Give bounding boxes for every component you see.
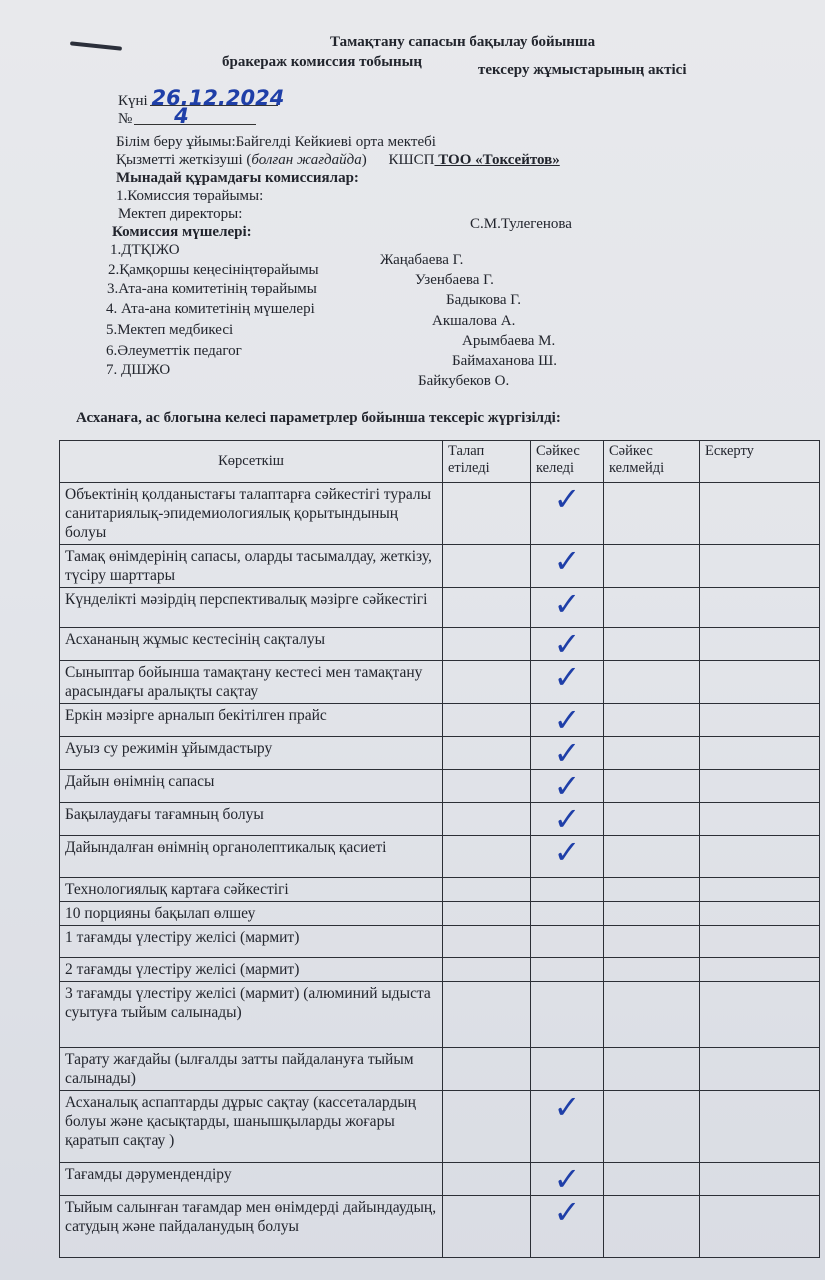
noncompliant-cell	[604, 704, 700, 737]
checkmark-icon: ✓	[553, 625, 581, 663]
noncompliant-cell	[604, 483, 700, 545]
required-cell	[443, 1163, 531, 1196]
note-cell	[700, 588, 820, 628]
noncompliant-cell	[604, 545, 700, 588]
indicator-cell: 3 тағамды үлестіру желісі (мармит) (алюминий ыдыста суытуға тыйым салынады)	[60, 982, 443, 1048]
note-cell	[700, 1163, 820, 1196]
required-cell	[443, 803, 531, 836]
table-row	[60, 770, 820, 803]
compliant-cell	[531, 1088, 604, 1163]
checkmark-icon: ✓	[553, 1193, 581, 1231]
checkmark-icon: ✓	[553, 800, 581, 838]
table-row	[60, 803, 820, 836]
note-cell	[700, 628, 820, 661]
member-role: 2.Қамқоршы кеңесініңтөрайымы	[108, 262, 319, 278]
compliant-cell	[531, 1048, 604, 1091]
noncompliant-cell	[604, 628, 700, 661]
required-cell	[443, 737, 531, 770]
member-role: 1.ДТҚІЖО	[110, 242, 180, 258]
supplier-label: Қызметті жеткізуші (	[116, 152, 252, 168]
compliant-cell	[531, 701, 604, 739]
note-cell	[700, 545, 820, 588]
compliant-cell	[531, 958, 604, 982]
indicator-cell: Бақылаудағы тағамның болуы	[60, 803, 443, 836]
compliant-cell	[531, 585, 604, 628]
indicator-cell: Тағамды дәрумендендіру	[60, 1163, 443, 1196]
compliant-cell	[531, 480, 604, 545]
compliant-cell	[531, 734, 604, 772]
table-row	[60, 958, 820, 982]
indicator-cell: 10 порцияны бақылап өлшеу	[60, 902, 443, 926]
compliant-cell	[531, 767, 604, 805]
noncompliant-cell	[604, 958, 700, 982]
member-name: Узенбаева Г.	[415, 272, 494, 288]
compliant-cell	[531, 926, 604, 958]
compliant-cell	[531, 1193, 604, 1258]
required-cell	[443, 902, 531, 926]
date-value: 26.12.2024	[151, 86, 285, 110]
title-line-3: тексеру жұмыстарының актісі	[478, 62, 687, 78]
header-required: Талап етіледі	[443, 441, 531, 483]
indicator-cell: Тыйым салынған тағамдар мен өнімдерді дайындаудың, сатудың және пайдаланудың болуы	[60, 1196, 443, 1258]
note-cell	[700, 661, 820, 704]
checkmark-icon: ✓	[553, 480, 581, 518]
number-label: №	[118, 111, 133, 127]
indicator-cell: Дайын өнімнің сапасы	[60, 770, 443, 803]
noncompliant-cell	[604, 803, 700, 836]
table-row	[60, 483, 820, 545]
inspection-heading: Асханаға, ас блогына келесі параметрлер бойынша тексеріс жүргізілді:	[76, 410, 561, 426]
table-row	[60, 878, 820, 902]
member-role: 7. ДШЖО	[106, 362, 171, 378]
supplier-prefix: КШСП	[388, 152, 435, 168]
checkmark-icon: ✓	[553, 833, 581, 871]
note-cell	[700, 1196, 820, 1258]
checkmark-icon: ✓	[553, 1088, 581, 1126]
note-cell	[700, 902, 820, 926]
compliant-cell	[531, 982, 604, 1048]
noncompliant-cell	[604, 588, 700, 628]
required-cell	[443, 628, 531, 661]
noncompliant-cell	[604, 902, 700, 926]
required-cell	[443, 958, 531, 982]
noncompliant-cell	[604, 836, 700, 878]
indicator-cell: Объектінің қолданыстағы талаптарға сәйкестігі туралы санитариялық-эпидемиологиялық қорытындының болуы	[60, 483, 443, 545]
supplier-italic: болған жағдайда	[251, 152, 362, 168]
compliant-cell	[531, 902, 604, 926]
header-note: Ескерту	[700, 441, 820, 483]
note-cell	[700, 1091, 820, 1163]
compliant-cell	[531, 833, 604, 878]
table-row	[60, 982, 820, 1048]
table-row	[60, 704, 820, 737]
checkmark-icon: ✓	[553, 542, 581, 580]
compliant-cell	[531, 658, 604, 704]
indicator-cell: Күнделікті мәзірдің перспективалық мәзірге сәйкестігі	[60, 588, 443, 628]
indicator-cell: Дайындалған өнімнің органолептикалық қасиеті	[60, 836, 443, 878]
number-underline	[134, 124, 256, 125]
table-row	[60, 836, 820, 878]
noncompliant-cell	[604, 1091, 700, 1163]
noncompliant-cell	[604, 737, 700, 770]
member-name: Жаңабаева Г.	[380, 252, 464, 268]
indicator-cell: Ауыз су режимін ұйымдастыру	[60, 737, 443, 770]
note-cell	[700, 878, 820, 902]
table-row	[60, 588, 820, 628]
note-cell	[700, 803, 820, 836]
required-cell	[443, 770, 531, 803]
director-name: С.М.Тулегенова	[470, 216, 572, 232]
indicator-cell: Тарату жағдайы (ылғалды затты пайдалануға тыйым салынады)	[60, 1048, 443, 1091]
header-noncompliant: Сәйкес келмейді	[604, 441, 700, 483]
title-line-2: бракераж комиссия тобының	[222, 54, 422, 70]
required-cell	[443, 1196, 531, 1258]
required-cell	[443, 545, 531, 588]
indicator-cell: Асханалық аспаптарды дұрыс сақтау (кассеталардың болуы және қасықтарды, шанышқыларды жоғары қаратып сақтау )	[60, 1091, 443, 1163]
members-heading: Комиссия мүшелері:	[112, 224, 252, 240]
indicator-cell: Технологиялық картаға сәйкестігі	[60, 878, 443, 902]
noncompliant-cell	[604, 926, 700, 958]
note-cell	[700, 982, 820, 1048]
note-cell	[700, 737, 820, 770]
header-compliant: Сәйкес келеді	[531, 441, 604, 483]
noncompliant-cell	[604, 661, 700, 704]
pen-stroke	[70, 41, 122, 50]
checkmark-icon: ✓	[553, 585, 581, 623]
checkmark-icon: ✓	[553, 1160, 581, 1198]
number-value: 4	[174, 104, 189, 128]
title-line-1: Тамақтану сапасын бақылау бойынша	[330, 34, 596, 50]
checkmark-icon: ✓	[553, 658, 581, 696]
table-row	[60, 1163, 820, 1196]
noncompliant-cell	[604, 878, 700, 902]
member-name: Арымбаева М.	[462, 333, 556, 349]
table-row	[60, 1048, 820, 1091]
director-label: Мектеп директоры:	[118, 206, 243, 222]
required-cell	[443, 483, 531, 545]
table-header-row	[60, 441, 820, 483]
compliant-cell	[531, 1160, 604, 1198]
indicator-cell: 1 тағамды үлестіру желісі (мармит)	[60, 926, 443, 958]
commission-heading: Мынадай құрамдағы комиссиялар:	[116, 170, 359, 186]
inspection-table	[59, 440, 820, 1258]
noncompliant-cell	[604, 770, 700, 803]
table-row	[60, 1196, 820, 1258]
indicator-cell: Тамақ өнімдерінің сапасы, оларды тасымалдау, жеткізу, түсіру шарттары	[60, 545, 443, 588]
table-row	[60, 1091, 820, 1163]
table-row	[60, 545, 820, 588]
member-role: 3.Ата-ана комитетінің төрайымы	[107, 281, 317, 297]
compliant-cell	[531, 542, 604, 588]
compliant-cell	[531, 878, 604, 902]
indicator-cell: Асхананың жұмыс кестесінің сақталуы	[60, 628, 443, 661]
table-row	[60, 661, 820, 704]
note-cell	[700, 1048, 820, 1091]
noncompliant-cell	[604, 1163, 700, 1196]
checkmark-icon: ✓	[553, 701, 581, 739]
header-indicator: Көрсеткіш	[60, 441, 443, 483]
note-cell	[700, 958, 820, 982]
member-role: 6.Әлеуметтік педагог	[106, 343, 242, 359]
noncompliant-cell	[604, 1196, 700, 1258]
note-cell	[700, 926, 820, 958]
table-row	[60, 926, 820, 958]
member-name: Баймаханова Ш.	[452, 353, 558, 369]
required-cell	[443, 1091, 531, 1163]
supplier-close: )	[361, 152, 367, 168]
compliant-cell	[531, 800, 604, 838]
required-cell	[443, 836, 531, 878]
checkmark-icon: ✓	[553, 734, 581, 772]
table-row	[60, 737, 820, 770]
note-cell	[700, 836, 820, 878]
table-row	[60, 902, 820, 926]
member-name: Бадыкова Г.	[446, 292, 522, 308]
table-row	[60, 628, 820, 661]
required-cell	[443, 1048, 531, 1091]
indicator-cell: Сыныптар бойынша тамақтану кестесі мен тамақтану арасындағы аралықты сақтау	[60, 661, 443, 704]
note-cell	[700, 770, 820, 803]
member-name: Байкубеков О.	[418, 373, 510, 389]
indicator-cell: 2 тағамды үлестіру желісі (мармит)	[60, 958, 443, 982]
member-role: 5.Мектеп медбикесі	[106, 322, 234, 338]
required-cell	[443, 704, 531, 737]
required-cell	[443, 926, 531, 958]
compliant-cell	[531, 625, 604, 663]
note-cell	[700, 483, 820, 545]
required-cell	[443, 878, 531, 902]
note-cell	[700, 704, 820, 737]
indicator-cell: Еркін мәзірге арналып бекітілген прайс	[60, 704, 443, 737]
required-cell	[443, 982, 531, 1048]
member-role: 4. Ата-ана комитетінің мүшелері	[106, 301, 315, 317]
supplier-line	[116, 152, 560, 169]
supplier-name: ТОО «Токсейтов»	[434, 152, 560, 168]
noncompliant-cell	[604, 982, 700, 1048]
date-label: Күні	[118, 93, 148, 109]
checkmark-icon: ✓	[553, 767, 581, 805]
required-cell	[443, 588, 531, 628]
table-body	[60, 480, 820, 1258]
member-name: Акшалова А.	[432, 313, 516, 329]
required-cell	[443, 661, 531, 704]
school-line: Білім беру ұйымы:Байгелді Кейкиеві орта мектебі	[116, 134, 436, 150]
chair-label: 1.Комиссия төрайымы:	[116, 188, 264, 204]
noncompliant-cell	[604, 1048, 700, 1091]
